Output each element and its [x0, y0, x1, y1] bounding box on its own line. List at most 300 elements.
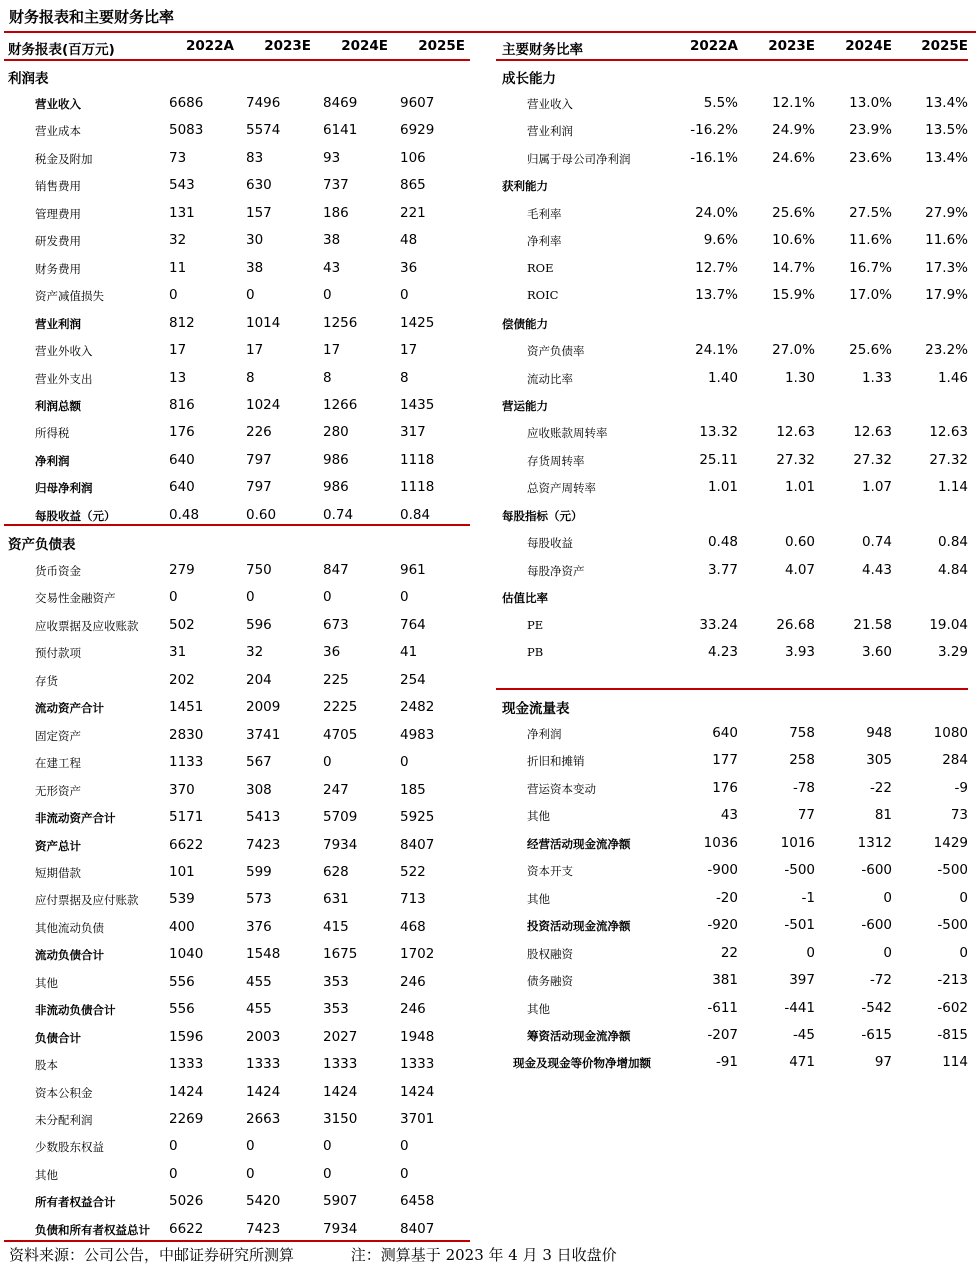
cell-value: 24.6% [772, 149, 815, 166]
cell-value: 177 [712, 752, 738, 769]
table-row [4, 1133, 470, 1160]
table-row [496, 802, 968, 829]
cell-value: 1024 [246, 396, 281, 413]
cell-value: 640 [169, 451, 195, 468]
row-label: 其他 [527, 891, 550, 906]
table-row [496, 365, 968, 392]
cell-value: -615 [861, 1026, 892, 1043]
cell-value: 31 [169, 644, 187, 661]
row-label: PB [527, 645, 544, 659]
row-label: 股权融资 [527, 946, 573, 961]
table-row [4, 1024, 470, 1051]
cell-value: 986 [323, 479, 349, 496]
table-row [496, 639, 968, 666]
cell-value: 17.0% [849, 287, 892, 304]
cell-value: -500 [784, 862, 815, 879]
row-label: 预付款项 [35, 646, 81, 661]
cell-value: 114 [942, 1054, 968, 1071]
cell-value: 41 [400, 644, 418, 661]
cell-value: 21.58 [853, 616, 892, 633]
row-label: 所得税 [35, 426, 70, 441]
cell-value: 36 [323, 644, 341, 661]
cell-value: 3.77 [707, 561, 738, 578]
cell-value: 3741 [246, 726, 281, 743]
footer [9, 1244, 617, 1265]
cell-value: 415 [323, 918, 349, 935]
row-label: 财务费用 [35, 261, 81, 276]
row-label: 其他流动负债 [35, 920, 104, 935]
cell-value: -500 [937, 862, 968, 879]
cell-value: 12.63 [853, 424, 892, 441]
table-row [4, 859, 470, 886]
table-row [4, 886, 470, 913]
table-row [496, 747, 968, 774]
page-title: 财务报表和主要财务比率 [9, 8, 175, 26]
cell-value: 308 [246, 781, 272, 798]
cell-value: 6141 [323, 122, 358, 139]
cell-value: 2269 [169, 1111, 204, 1127]
table-row [4, 419, 470, 446]
row-label: 研发费用 [35, 234, 81, 249]
cell-value: 258 [789, 752, 815, 769]
cell-value: 73 [169, 149, 187, 166]
cell-value: 73 [950, 807, 968, 824]
cell-value: 2830 [169, 726, 204, 743]
row-label: 净利润 [35, 453, 70, 468]
cell-value: 13.4% [925, 149, 968, 166]
cell-value: 502 [169, 616, 195, 633]
cell-value: 32 [246, 644, 264, 661]
cell-value: -441 [784, 999, 815, 1016]
row-label: 非流动负债合计 [35, 1003, 116, 1018]
cell-value: 400 [169, 918, 195, 935]
cell-value: 17 [246, 342, 264, 359]
cell-value: -207 [707, 1026, 738, 1043]
table-row [496, 117, 968, 144]
cell-value: -900 [707, 862, 738, 879]
cell-value: 631 [323, 891, 349, 908]
cell-value: 11.6% [925, 232, 968, 249]
cell-value: 3.29 [937, 644, 968, 660]
cell-value: 246 [400, 973, 426, 990]
cell-value: 13.0% [849, 95, 892, 111]
cell-value: 17 [323, 342, 341, 359]
cell-value: 5413 [246, 809, 281, 826]
cell-value: 0 [959, 889, 968, 906]
cell-value: 204 [246, 671, 272, 688]
cell-value: 17 [400, 342, 418, 359]
cell-value: 556 [169, 973, 195, 990]
table-row [496, 419, 968, 446]
cell-value: 0.60 [246, 506, 277, 523]
cell-value: 1.14 [937, 479, 968, 496]
cell-value: 12.1% [772, 95, 815, 111]
table-row [4, 777, 470, 804]
cell-value: 961 [400, 562, 426, 578]
cell-value: 713 [400, 891, 426, 908]
table-row [496, 474, 968, 501]
cell-value: 6622 [169, 1220, 204, 1237]
table-row [496, 995, 968, 1022]
cell-value: 23.9% [849, 122, 892, 139]
cell-value: 0 [169, 287, 178, 304]
row-label: 固定资产 [35, 728, 81, 743]
left-financial-statements-panel [4, 33, 470, 1243]
table-row [496, 612, 968, 639]
row-label: 应收票据及应收账款 [35, 618, 139, 633]
cell-value: 1.07 [861, 479, 892, 496]
table-row [4, 447, 470, 474]
row-label: 归母净利润 [35, 481, 93, 496]
cell-value: -542 [861, 999, 892, 1016]
row-label: 总资产周转率 [527, 481, 596, 496]
cell-value: 1.01 [707, 479, 738, 496]
cell-value: 5171 [169, 809, 204, 826]
cell-value: 7423 [246, 836, 281, 853]
cell-value: 0 [246, 1165, 255, 1182]
table-row [496, 282, 968, 309]
right-header-label: 主要财务比率 [502, 42, 583, 58]
cell-value: 246 [400, 1001, 426, 1018]
cell-value: 0.48 [707, 534, 738, 551]
cell-value: 1675 [323, 946, 358, 963]
table-row [4, 200, 470, 227]
table-row [4, 90, 470, 117]
cell-value: 13.5% [925, 122, 968, 139]
cell-value: 1435 [400, 396, 435, 413]
cell-value: 1133 [169, 754, 204, 771]
left-header-row [4, 33, 470, 59]
row-label: 流动资产合计 [35, 701, 104, 716]
table-row [496, 337, 968, 364]
table-row [4, 227, 470, 254]
cell-value: -602 [937, 999, 968, 1016]
cell-value: 27.32 [776, 451, 815, 468]
cell-value: 14.7% [772, 259, 815, 276]
table-row [4, 694, 470, 721]
cell-value: 1425 [400, 314, 435, 331]
cell-value: 1118 [400, 479, 435, 496]
cell-value: 599 [246, 863, 272, 880]
row-label: 资产负债率 [527, 344, 585, 359]
table-row [4, 941, 470, 968]
cell-value: 305 [866, 752, 892, 769]
cell-value: 6458 [400, 1193, 435, 1210]
cell-value: 2663 [246, 1111, 281, 1127]
cell-value: 556 [169, 1001, 195, 1018]
cell-value: 13.4% [925, 95, 968, 111]
table-row [496, 145, 968, 172]
row-label: 营业外支出 [35, 371, 93, 386]
table-row [4, 172, 470, 199]
cell-value: 24.0% [695, 204, 738, 221]
row-label: 其他 [527, 809, 550, 824]
row-label: 现金及现金等价物净增加额 [513, 1056, 651, 1071]
cell-value: 7934 [323, 836, 358, 853]
cell-value: 13 [169, 369, 187, 386]
cell-value: 0 [959, 944, 968, 961]
section-subtitle: 营运能力 [502, 398, 548, 413]
cell-value: 797 [246, 479, 272, 496]
cell-value: 1424 [323, 1083, 358, 1100]
cell-value: 8 [400, 369, 409, 386]
table-row [4, 310, 470, 337]
cell-value: 758 [789, 725, 815, 741]
cell-value: 750 [246, 562, 272, 578]
footer-note: 注：测算基于 2023 年 4 月 3 日收盘价 [350, 1246, 617, 1264]
table-row [496, 885, 968, 912]
cell-value: 43 [323, 259, 341, 276]
cell-value: 1014 [246, 314, 281, 331]
cell-value: 97 [874, 1054, 892, 1071]
cell-value: -501 [784, 917, 815, 934]
cell-value: 0 [323, 287, 332, 304]
cell-value: 1.40 [707, 369, 738, 386]
table-row [496, 1049, 968, 1076]
row-label: 无形资产 [35, 783, 81, 798]
cell-value: 1.30 [784, 369, 815, 386]
cell-value: 948 [866, 725, 892, 741]
cell-value: 640 [712, 725, 738, 741]
cell-value: 797 [246, 451, 272, 468]
cell-value: 628 [323, 863, 349, 880]
cell-value: -611 [707, 999, 738, 1016]
cell-value: 16.7% [849, 259, 892, 276]
row-label: 负债合计 [35, 1030, 81, 1045]
table-row [4, 832, 470, 859]
cell-value: -600 [861, 862, 892, 879]
cell-value: 764 [400, 616, 426, 633]
cell-value: 27.32 [929, 451, 968, 468]
cell-value: 4983 [400, 726, 435, 743]
cell-value: 1424 [400, 1083, 435, 1100]
cell-value: 0 [323, 589, 332, 606]
cell-value: 7934 [323, 1220, 358, 1237]
cell-value: 1429 [933, 834, 968, 851]
row-label: 营业利润 [35, 316, 81, 331]
cell-value: -920 [707, 917, 738, 934]
table-row [496, 967, 968, 994]
cell-value: -16.2% [690, 122, 738, 139]
cell-value: 0 [323, 1165, 332, 1182]
cell-value: 9607 [400, 95, 435, 111]
table-row [4, 557, 470, 584]
cell-value: 2225 [323, 699, 358, 716]
cell-value: 5.5% [703, 95, 738, 111]
row-label: 资产总计 [35, 838, 81, 853]
cell-value: 83 [246, 149, 264, 166]
cell-value: 13.7% [695, 287, 738, 304]
table-row [4, 804, 470, 831]
row-label: 营业成本 [35, 124, 81, 139]
cell-value: 1266 [323, 396, 358, 413]
cell-value: 5026 [169, 1193, 204, 1210]
cell-value: 43 [720, 807, 738, 824]
cell-value: 106 [400, 149, 426, 166]
cell-value: 101 [169, 863, 195, 880]
cell-value: 93 [323, 149, 341, 166]
row-label: ROE [527, 260, 554, 275]
cell-value: -91 [715, 1054, 738, 1071]
cell-value: -45 [792, 1026, 815, 1043]
cell-value: 0 [246, 1138, 255, 1155]
cell-value: 26.68 [776, 616, 815, 633]
cell-value: 185 [400, 781, 426, 798]
cell-value: 1036 [703, 834, 738, 851]
cell-value: 0 [400, 287, 409, 304]
cell-value: -500 [937, 917, 968, 934]
cell-value: 12.7% [695, 259, 738, 276]
cell-value: 0 [400, 1165, 409, 1182]
cell-value: 81 [874, 807, 892, 824]
left-header-year: 2023E [264, 38, 311, 54]
right-header-divider [496, 59, 968, 61]
cell-value: 5709 [323, 809, 358, 826]
cashflow-title: 现金流量表 [502, 701, 570, 717]
cell-value: 5420 [246, 1193, 281, 1210]
cell-value: 468 [400, 918, 426, 935]
cell-value: 353 [323, 1001, 349, 1018]
cell-value: 1333 [400, 1056, 435, 1073]
cell-value: 1596 [169, 1028, 204, 1045]
cell-value: 1333 [323, 1056, 358, 1073]
cell-value: 23.2% [925, 342, 968, 359]
row-label: 每股净资产 [527, 563, 585, 578]
cell-value: 1948 [400, 1028, 435, 1045]
left-header-divider [4, 59, 470, 61]
table-row [496, 912, 968, 939]
row-label: 应付票据及应付账款 [35, 893, 139, 908]
cell-value: 0 [883, 889, 892, 906]
growth-section-title: 成长能力 [502, 71, 556, 87]
row-label: 应收账款周转率 [527, 426, 608, 441]
cell-value: -72 [869, 972, 892, 989]
cell-value: 1333 [246, 1056, 281, 1073]
row-label: 非流动资产合计 [35, 811, 116, 826]
cell-value: 471 [789, 1054, 815, 1071]
cell-value: 202 [169, 671, 195, 688]
cell-value: 0 [400, 1138, 409, 1155]
cell-value: 10.6% [772, 232, 815, 249]
table-row [496, 1022, 968, 1049]
cell-value: 5907 [323, 1193, 358, 1210]
cell-value: 32 [169, 232, 187, 249]
row-label: 营运资本变动 [527, 781, 596, 796]
cell-value: -22 [869, 779, 892, 796]
balance-sheet-title: 资产负债表 [8, 537, 76, 553]
cell-value: -815 [937, 1026, 968, 1043]
table-row [4, 145, 470, 172]
table-row [4, 722, 470, 749]
cell-value: 3701 [400, 1111, 435, 1127]
cell-value: 455 [246, 1001, 272, 1018]
table-row [4, 474, 470, 501]
section-subtitle: 获利能力 [502, 179, 548, 194]
cell-value: 2009 [246, 699, 281, 716]
table-row [4, 117, 470, 144]
row-label: 归属于母公司净利润 [527, 151, 631, 166]
cell-value: 4.07 [784, 561, 815, 578]
cell-value: 12.63 [776, 424, 815, 441]
cell-value: 27.0% [772, 342, 815, 359]
row-label: 存货周转率 [527, 453, 585, 468]
cell-value: 36 [400, 259, 418, 276]
row-label: 营业收入 [527, 97, 573, 111]
cell-value: 0 [806, 944, 815, 961]
cell-value: 370 [169, 781, 195, 798]
table-row [4, 1079, 470, 1106]
cell-value: 131 [169, 204, 195, 221]
cell-value: 596 [246, 616, 272, 633]
cell-value: 1040 [169, 946, 204, 963]
cell-value: 1256 [323, 314, 358, 331]
cell-value: 0.84 [937, 534, 968, 551]
cell-value: 0.74 [323, 506, 354, 523]
row-label: 销售费用 [35, 179, 81, 194]
row-label: 短期借款 [35, 865, 81, 880]
cell-value: 1.46 [937, 369, 968, 386]
cell-value: 1312 [857, 834, 892, 851]
row-label: 货币资金 [35, 564, 81, 578]
cell-value: 7423 [246, 1220, 281, 1237]
cell-value: 0.74 [861, 534, 892, 551]
cell-value: 522 [400, 863, 426, 880]
cell-value: 0 [169, 1138, 178, 1155]
section-subtitle: 估值比率 [502, 591, 548, 606]
cell-value: 30 [246, 232, 264, 249]
cell-value: 6622 [169, 836, 204, 853]
row-label: 经营活动现金流净额 [527, 836, 631, 851]
footer-source: 资料来源：公司公告，中邮证券研究所测算 [9, 1246, 295, 1264]
cell-value: 33.24 [699, 616, 738, 633]
cell-value: 2027 [323, 1028, 358, 1045]
left-header-year: 2025E [418, 38, 465, 54]
cell-value: 38 [246, 259, 264, 276]
cell-value: 317 [400, 424, 426, 441]
table-row [4, 584, 470, 611]
cell-value: 6686 [169, 95, 204, 111]
table-row [4, 282, 470, 309]
cell-value: 455 [246, 973, 272, 990]
row-label: 利润总额 [35, 398, 81, 413]
table-row [496, 200, 968, 227]
row-label: 净利润 [527, 727, 562, 741]
cell-value: 2003 [246, 1028, 281, 1045]
cell-value: 1702 [400, 946, 435, 963]
cell-value: 1.33 [861, 369, 892, 386]
table-row [4, 749, 470, 776]
cell-value: 279 [169, 562, 195, 578]
cell-value: 225 [323, 671, 349, 688]
cell-value: 2482 [400, 699, 435, 716]
cell-value: 4.23 [707, 644, 738, 660]
cell-value: 176 [169, 424, 195, 441]
table-row [496, 720, 968, 747]
cell-value: 22 [720, 944, 738, 961]
cell-value: 376 [246, 918, 272, 935]
cell-value: -9 [954, 779, 968, 796]
cell-value: 17 [169, 342, 187, 359]
income-statement-divider [4, 524, 470, 526]
table-row [496, 90, 968, 117]
cell-value: 543 [169, 177, 195, 194]
row-label: 其他 [35, 975, 58, 990]
cell-value: 17.3% [925, 259, 968, 276]
cell-value: 38 [323, 232, 341, 249]
cell-value: 48 [400, 232, 418, 249]
cell-value: 0.60 [784, 534, 815, 551]
cell-value: -78 [792, 779, 815, 796]
